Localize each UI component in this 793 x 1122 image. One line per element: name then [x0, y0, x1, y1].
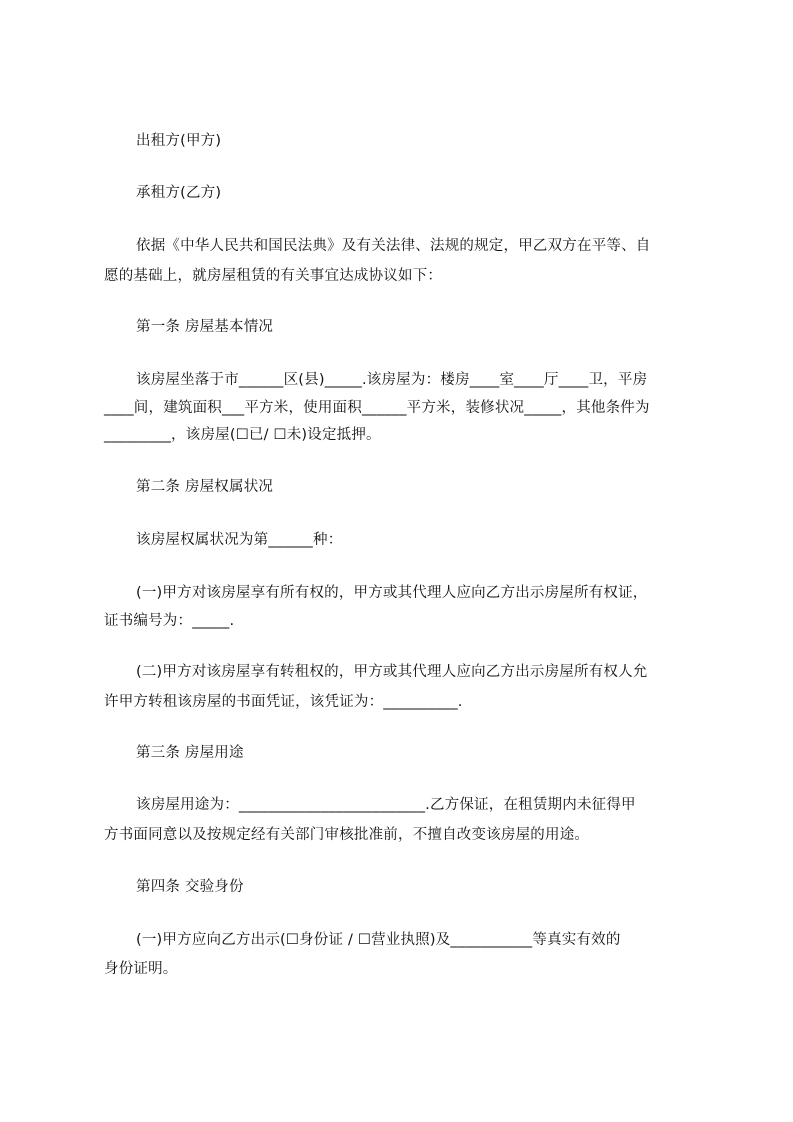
article3-heading: 第三条 房屋用途 [136, 745, 244, 761]
article4-item1-line-2: 身份证明。 [104, 961, 178, 977]
article3-line-1: 该房屋用途为：_________________________.乙方保证，在租赁期内未征得甲 [136, 797, 636, 813]
article1-heading: 第一条 房屋基本情况 [136, 319, 274, 335]
article4-heading: 第四条 交验身份 [136, 879, 244, 895]
article1-line-2: ____间，建筑面积___平方米，使用面积______平方米，装修状况_____，其他条件为 [104, 400, 650, 416]
lessee-label: 承租方(乙方) [136, 185, 222, 201]
article2-heading: 第二条 房屋权属状况 [136, 479, 274, 495]
article2-type-line: 该房屋权属状况为第______种： [136, 532, 343, 548]
article2-item2-line-2: 许甲方转租该房屋的书面凭证，该凭证为：__________. [104, 694, 463, 710]
article1-line-1: 该房屋坐落于市______区(县)_____.该房屋为：楼房____室____厅____卫，平房 [136, 372, 648, 388]
article2-item1-line-2: 证书编号为：_____. [104, 613, 235, 629]
lessor-label: 出租方(甲方) [136, 133, 222, 149]
article4-item1-line-1: (一)甲方应向乙方出示(☐身份证 / ☐营业执照)及___________等真实有效的 [136, 932, 621, 948]
intro-line-1: 依据《中华人民共和国民法典》及有关法律、法规的规定，甲乙双方在平等、自 [136, 238, 651, 254]
article2-item2-line-1: (二)甲方对该房屋享有转租权的，甲方或其代理人应向乙方出示房屋所有权人允 [136, 664, 648, 680]
article3-line-2: 方书面同意以及按规定经有关部门审核批准前，不擅自改变该房屋的用途。 [104, 827, 590, 843]
article2-item1-line-1: (一)甲方对该房屋享有所有权的，甲方或其代理人应向乙方出示房屋所有权证， [136, 585, 648, 601]
intro-line-2: 愿的基础上，就房屋租赁的有关事宜达成协议如下： [104, 268, 443, 284]
article1-line-3: _________，该房屋(☐已/ ☐未)设定抵押。 [104, 427, 381, 443]
